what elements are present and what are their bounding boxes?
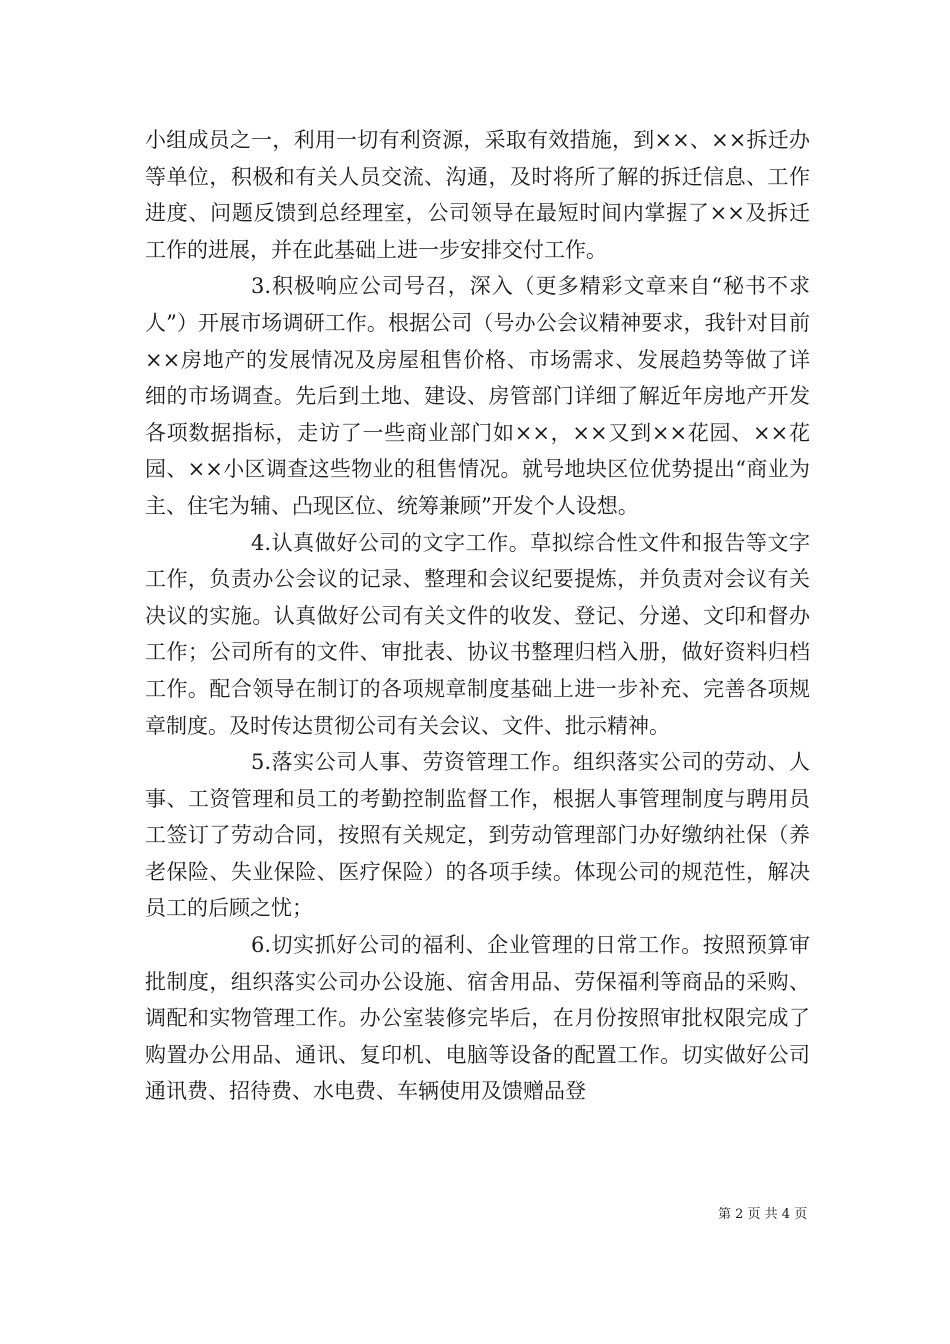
paragraph-continuation: 小组成员之一，利用一切有利资源，采取有效措施，到××、××拆迁办等单位，积极和有关人员交流、沟通，及时将所了解的拆迁信息、工作进度、问题反馈到总经理室，公司领导在最短时间内掌握了××及拆迁工作的进展，并在此基础上进一步安排交付工作。 xyxy=(145,128,810,262)
paragraph-item-5: 5.落实公司人事、劳资管理工作。组织落实公司的劳动、人事、工资管理和员工的考勤控制监督工作，根据人事管理制度与聘用员工签订了劳动合同，按照有关规定，到劳动管理部门办好缴纳社保（养老保险、失业保险、医疗保险）的各项手续。体现公司的规范性，解决员工的后顾之忧； xyxy=(145,750,810,921)
paragraph-item-3: 3.积极响应公司号召，深入（更多精彩文章来自“秘书不求人”）开展市场调研工作。根据公司（号办公会议精神要求，我针对目前××房地产的发展情况及房屋租售价格、市场需求、发展趋势等做了详细的市场调查。先后到土地、建设、房管部门详细了解近年房地产开发各项数据指标，走访了一些商业部门如××，××又到××花园、××花园、××小区调查这些物业的租售情况。就号地块区位优势提出“商业为主、住宅为辅、凸现区位、统筹兼顾”开发个人设想。 xyxy=(145,274,810,518)
paragraph-item-4: 4.认真做好公司的文字工作。草拟综合性文件和报告等文字工作，负责办公会议的记录、整理和会议纪要提炼，并负责对会议有关决议的实施。认真做好公司有关文件的收发、登记、分递、文印和督办工作；公司所有的文件、审批表、协议书整理归档入册，做好资料归档工作。配合领导在制订的各项规章制度基础上进一步补充、完善各项规章制度。及时传达贯彻公司有关会议、文件、批示精神。 xyxy=(145,530,810,738)
paragraph-item-6: 6.切实抓好公司的福利、企业管理的日常工作。按照预算审批制度，组织落实公司办公设施、宿舍用品、劳保福利等商品的采购、调配和实物管理工作。办公室装修完毕后，在月份按照审批权限完成了购置办公用品、通讯、复印机、电脑等设备的配置工作。切实做好公司通讯费、招待费、水电费、车辆使用及馈赠品登 xyxy=(145,933,810,1104)
body-text xyxy=(145,122,810,1110)
page-number-footer: 第 2 页 共 4 页 xyxy=(718,1207,808,1222)
